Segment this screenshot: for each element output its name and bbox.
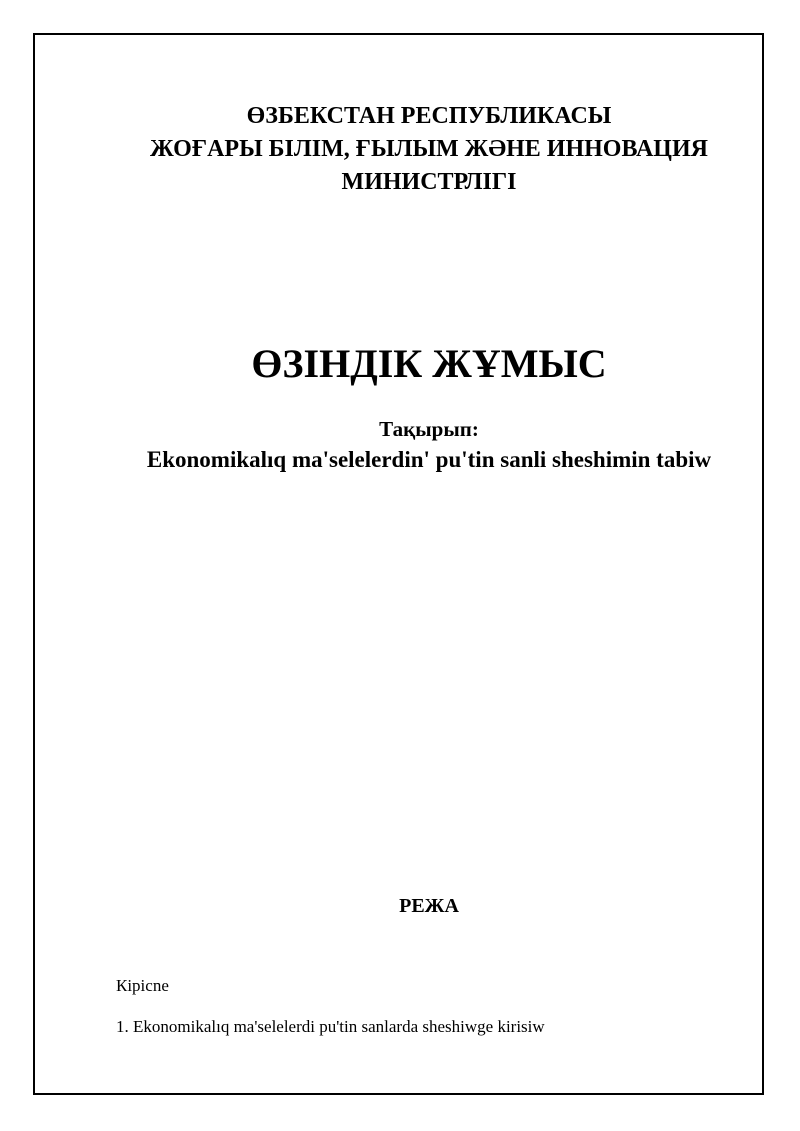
topic-label: Тақырып: (379, 417, 479, 441)
ministry-line-ministry: МИНИСТРЛІГІ (341, 169, 517, 195)
ministry-line-country: ӨЗБЕКСТАН РЕСПУБЛИКАСЫ (246, 103, 612, 129)
topic-value: Ekonomikalıq ma'selelerdin' pu'tin sanli sheshimin tabiw (146, 447, 712, 472)
document-title: ӨЗІНДІК ЖҰМЫС (251, 341, 607, 386)
plan-item-1: 1. Ekonomikalıq ma'selelerdi pu'tin sanlarda sheshiwge kirisiw (116, 1017, 545, 1036)
plan-item-introduction: Кірісnе (116, 976, 169, 995)
plan-heading: РЕЖА (399, 895, 459, 917)
ministry-line-department: ЖОҒАРЫ БІЛІМ, ҒЫЛЫМ ЖӘНЕ ИННОВАЦИЯ (150, 136, 708, 162)
ministry-header (0, 100, 800, 199)
